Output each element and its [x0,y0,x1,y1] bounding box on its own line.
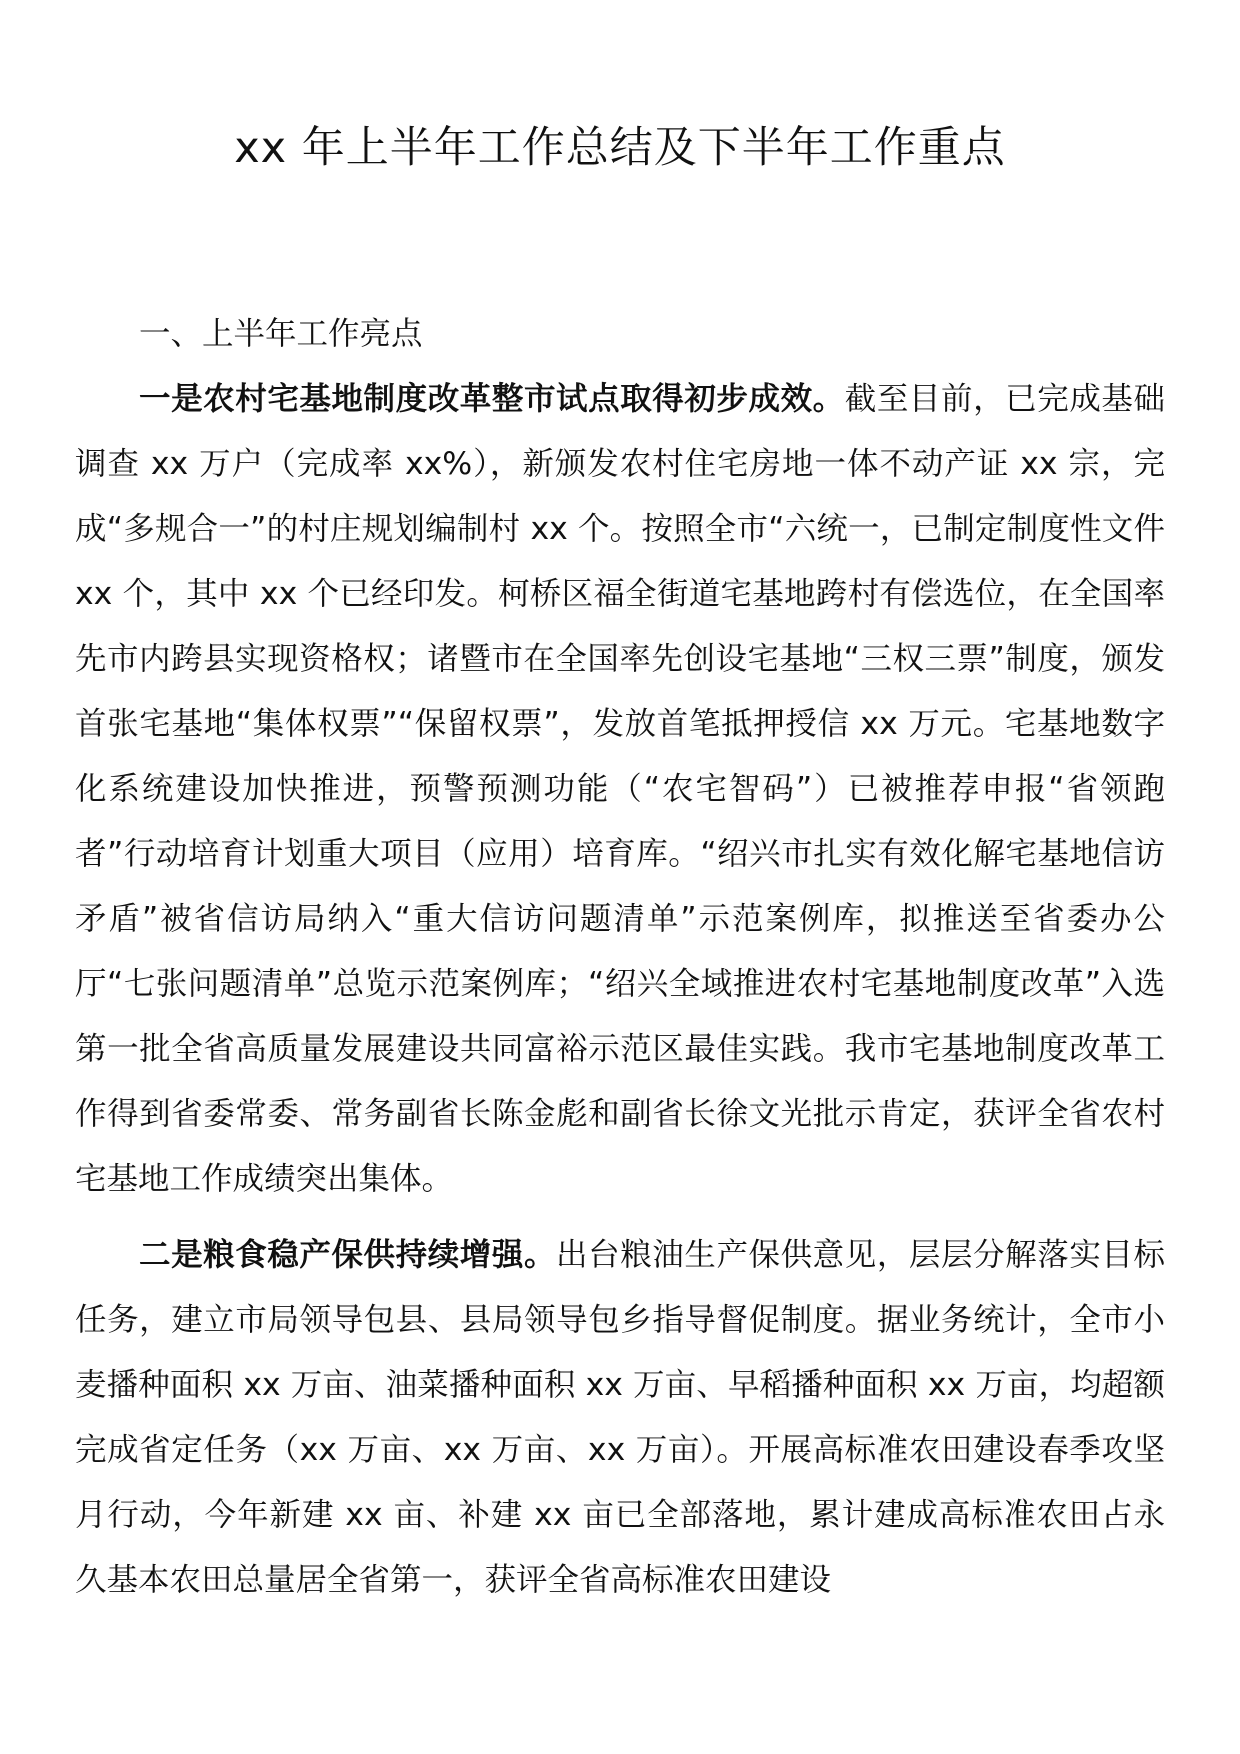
paragraph-2 [75,1223,1165,1613]
paragraph-1-lead: 一是农村宅基地制度改革整市试点取得初步成效。 [139,381,845,417]
paragraph-1-text: 截至目前，已完成基础调查 xx 万户（完成率 xx%），新颁发农村住宅房地一体不动产证 xx 宗，完成“多规合一”的村庄规划编制村 xx 个。按照全市“六统一，已制定制度性文件 xx 个，其中 xx 个已经印发。柯桥区福全街道宅基地跨村有偿选位，在全国率先市内跨县实现资格权；诸暨市在全国率先创设宅基地“三权三票”制度，颁发首张宅基地“集体权票”“保留权票”，发放首笔抵押授信 xx 万元。宅基地数字化系统建设加快推进，预警预测功能（“农宅智码”）已被推荐申报“省领跑者”行动培育计划重大项目（应用）培育库。“绍兴市扎实有效化解宅基地信访矛盾”被省信访局纳入“重大信访问题清单”示范案例库，拟推送至省委办公厅“七张问题清单”总览示范案例库；“绍兴全域推进农村宅基地制度改革”入选第一批全省高质量发展建设共同富裕示范区最佳实践。我市宅基地制度改革工作得到省委常委、常务副省长陈金彪和副省长徐文光批示肯定，获评全省农村宅基地工作成绩突出集体。 [75,381,1165,1197]
document-body [75,302,1165,1613]
paragraph-2-lead: 二是粮食稳产保供持续增强。 [139,1237,557,1273]
paragraph-2-text: 出台粮油生产保供意见，层层分解落实目标任务，建立市局领导包县、县局领导包乡指导督促制度。据业务统计，全市小麦播种面积 xx 万亩、油菜播种面积 xx 万亩、早稻播种面积 xx 万亩，均超额完成省定任务（xx 万亩、xx 万亩、xx 万亩）。开展高标准农田建设春季攻坚月行动，今年新建 xx 亩、补建 xx 亩已全部落地，累计建成高标准农田占永久基本农田总量居全省第一，获评全省高标准农田建设 [75,1237,1165,1598]
document-title: xx 年上半年工作总结及下半年工作重点 [234,123,1006,173]
section-heading: 一、上半年工作亮点 [139,316,423,352]
paragraph-1 [75,367,1165,1212]
